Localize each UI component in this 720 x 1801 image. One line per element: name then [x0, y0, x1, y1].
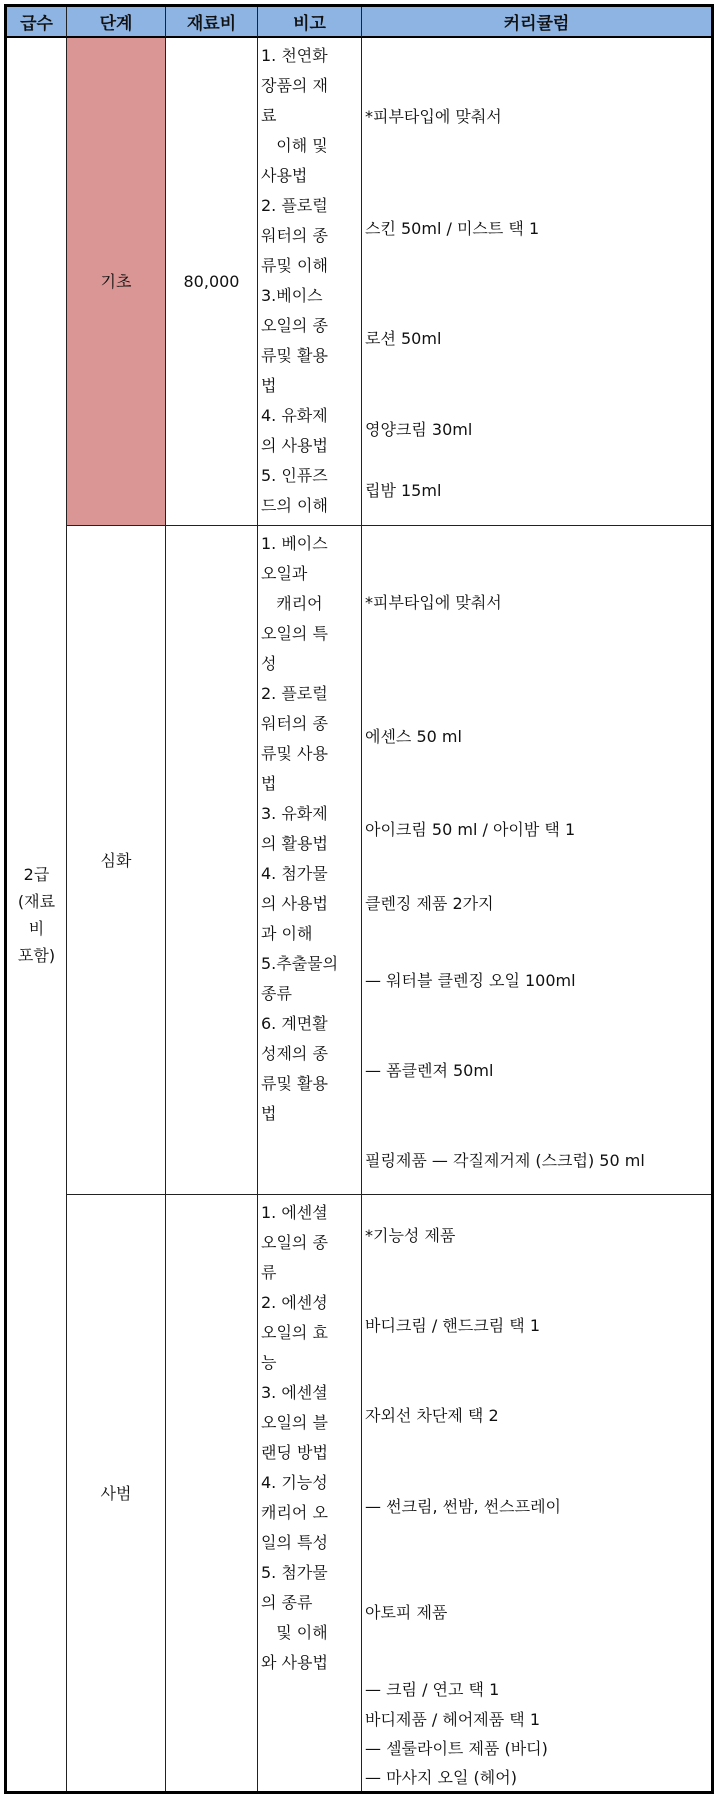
stage-instructor: 사범: [67, 1195, 166, 1791]
curriculum-item: 바디제품 / 헤어제품 택 1: [365, 1710, 541, 1729]
curriculum-item: 아이크림 50 ml / 아이밤 택 1: [365, 820, 576, 839]
curriculum-item: 자외선 차단제 택 2: [365, 1406, 499, 1425]
curriculum-item: — 셀룰라이트 제품 (바디): [365, 1739, 548, 1758]
curriculum-item: 에센스 50 ml: [365, 727, 462, 746]
curriculum-item: 로션 50ml: [365, 329, 442, 348]
curriculum-instructor: [362, 1195, 711, 1791]
header-grade: 급수: [7, 7, 67, 38]
curriculum-item: *기능성 제품: [365, 1226, 456, 1245]
header-remarks: 비고: [258, 7, 362, 38]
curriculum-item: *피부타입에 맞춰서: [365, 593, 502, 612]
curriculum-item: 립밤 15ml: [365, 481, 442, 500]
header-stage: 단계: [67, 7, 166, 38]
curriculum-item: 필링제품 — 각질제거제 (스크럽) 50 ml: [365, 1151, 645, 1170]
remarks-instructor: 1. 에센셜 오일의 종 류 2. 에센셩 오일의 효 능 3. 에센셜 오일의 블 랜딩 방법 4. 기능성 캐리어 오 일의 특성 5. 첨가물 의 종류 및 이해 와 사용법: [258, 1195, 362, 1791]
curriculum-item: 바디크림 / 핸드크림 택 1: [365, 1316, 541, 1335]
curriculum-advanced: [362, 526, 711, 1195]
curriculum-basic: [362, 38, 711, 526]
curriculum-item: — 마사지 오일 (헤어): [365, 1768, 517, 1787]
curriculum-item: 영양크림 30ml: [365, 420, 473, 439]
curriculum-item: 클렌징 제품 2가지: [365, 894, 494, 913]
header-fee: 재료비: [166, 7, 258, 38]
remarks-advanced: 1. 베이스 오일과 캐리어 오일의 특 성 2. 플로럴 워터의 종 류및 사용 법 3. 유화제 의 활용법 4. 첨가물 의 사용법 과 이해 5.추출물의 종류 6. 계면활 성제의 종 류및 활용 법: [258, 526, 362, 1195]
fee-basic: 80,000: [166, 38, 258, 526]
remarks-basic: 1. 천연화 장품의 재 료 이해 및 사용법 2. 플로럴 워터의 종 류및 이해 3.베이스 오일의 종 류및 활용 법 4. 유화제 의 사용법 5. 인퓨즈 드의 이해: [258, 38, 362, 526]
header-curriculum: 커리큘럼: [362, 7, 711, 38]
stage-advanced: 심화: [67, 526, 166, 1195]
curriculum-item: 아토피 제품: [365, 1603, 448, 1622]
curriculum-item: *피부타입에 맞춰서: [365, 107, 502, 126]
curriculum-item: — 폼클렌져 50ml: [365, 1061, 494, 1080]
curriculum-item: — 워터블 클렌징 오일 100ml: [365, 971, 576, 990]
fee-advanced: [166, 526, 258, 1195]
grade-cell: 2급 (재료 비 포함): [7, 38, 67, 1791]
curriculum-item: 스킨 50ml / 미스트 택 1: [365, 219, 540, 238]
curriculum-item: — 썬크림, 썬밤, 썬스프레이: [365, 1497, 561, 1516]
curriculum-table: [4, 4, 714, 1794]
fee-instructor: [166, 1195, 258, 1791]
curriculum-item: — 크림 / 연고 택 1: [365, 1680, 500, 1699]
stage-basic: 기초: [67, 38, 166, 526]
